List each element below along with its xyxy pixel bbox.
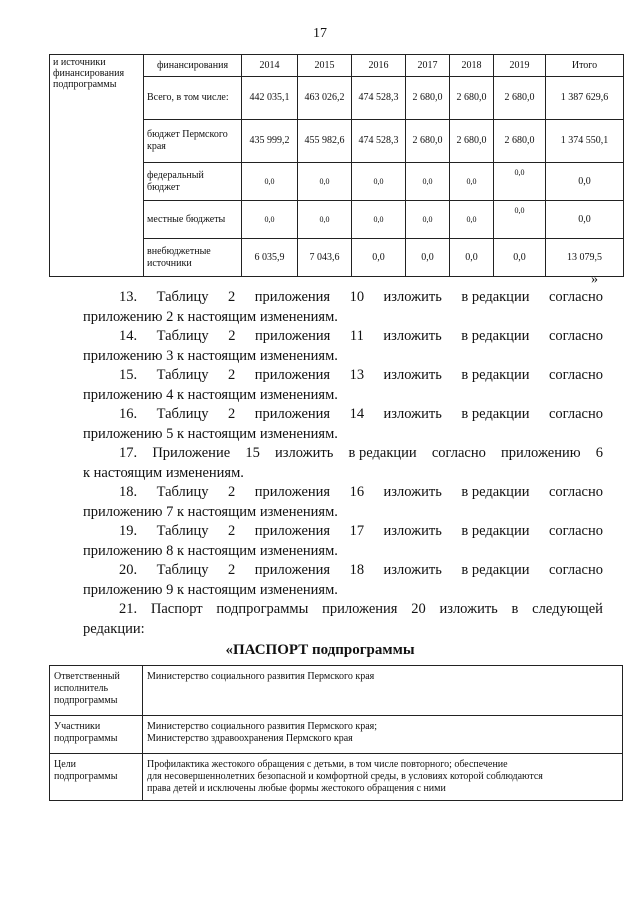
word: изложить (383, 289, 442, 305)
word: изложить (439, 601, 498, 617)
item-second-line: приложению 7 к настоящим изменениям. (83, 503, 338, 520)
row-value-cell: 455 982,6 (298, 120, 352, 163)
row-value-cell: 0,0 (450, 201, 494, 239)
page-number: 17 (313, 26, 327, 41)
word: в редакции (461, 289, 530, 305)
passport-value-line: для несовершеннолетних безопасной и комфортной среды, в условиях которой соблюдаются (147, 771, 543, 782)
word: 2 (228, 562, 236, 578)
word: согласно (431, 445, 486, 461)
passport-key-cell: Ответственный исполнитель подпрограммы (50, 666, 143, 716)
passport-value-line: Профилактика жестокого обращения с детьми, в том числе повторного; обеспечение (147, 759, 508, 770)
header-label-cell: финансирования (144, 55, 242, 77)
word: приложения (254, 289, 331, 305)
word: 18. (119, 484, 138, 500)
amendment-items (83, 288, 603, 639)
item-first-line (83, 366, 603, 386)
word: 13. (119, 289, 138, 305)
row-value-cell: 0,0 (406, 201, 450, 239)
word: в редакции (461, 523, 530, 539)
item-first-line (83, 561, 603, 581)
header-year-cell: 2014 (242, 55, 298, 77)
passport-key-cell: Цели подпрограммы (50, 754, 143, 801)
word: 13 (349, 367, 365, 383)
passport-value-line: Министерство социального развития Пермского края; (147, 721, 378, 732)
word: Таблицу (156, 328, 209, 344)
row-value-cell: 0,0 (406, 163, 450, 201)
word: Паспорт (150, 601, 203, 617)
word: изложить (383, 562, 442, 578)
passport-title: «ПАСПОРТ подпрограммы (225, 642, 415, 658)
row-value-cell: 2 680,0 (450, 120, 494, 163)
row-value-cell: 474 528,3 (352, 120, 406, 163)
word: в редакции (461, 484, 530, 500)
row-value-cell: 0,0 (352, 201, 406, 239)
word: 20. (119, 562, 138, 578)
row-value-cell: 6 035,9 (242, 239, 298, 277)
word: Таблицу (156, 289, 209, 305)
row-label-cell: внебюджетные источники (144, 239, 242, 277)
row-value-cell: 0,0 (450, 239, 494, 277)
word: 2 (228, 406, 236, 422)
item-first-line (83, 600, 603, 620)
row-value-cell: 0,0 (242, 163, 298, 201)
word: 20 (411, 601, 426, 617)
row-value-cell: 435 999,2 (242, 120, 298, 163)
word: 15. (119, 367, 138, 383)
word: изложить (383, 523, 442, 539)
word: 2 (228, 367, 236, 383)
header-year-cell: 2019 (494, 55, 546, 77)
row-value-cell: 0,0 (494, 201, 546, 239)
word: 2 (228, 289, 236, 305)
word: согласно (548, 367, 603, 383)
passport-key-cell: Участники подпрограммы (50, 716, 143, 754)
word: 2 (228, 484, 236, 500)
word: 10 (349, 289, 365, 305)
passport-value-line: Министерство социального развития Пермского края (147, 671, 375, 682)
passport-table (49, 665, 623, 801)
word: приложению (501, 445, 581, 461)
financing-table (49, 54, 624, 277)
word: согласно (548, 328, 603, 344)
item-second-line: к настоящим изменениям. (83, 464, 244, 481)
fin-header-row (50, 55, 624, 77)
row-value-cell: 7 043,6 (298, 239, 352, 277)
word: 17 (349, 523, 365, 539)
row-label-cell: бюджет Пермского края (144, 120, 242, 163)
word: следующей (532, 601, 603, 617)
row-total-cell: 1 387 629,6 (546, 77, 624, 120)
passport-row (50, 666, 623, 716)
word: в (511, 601, 519, 617)
word: приложения (254, 406, 331, 422)
item-second-line: приложению 9 к настоящим изменениям. (83, 581, 338, 598)
word: 11 (349, 328, 364, 344)
word: изложить (383, 484, 442, 500)
row-value-cell: 0,0 (352, 239, 406, 277)
passport-value-cell (143, 716, 623, 754)
row-value-cell: 474 528,3 (352, 77, 406, 120)
row-total-cell: 1 374 550,1 (546, 120, 624, 163)
word: в редакции (461, 367, 530, 383)
word: Таблицу (156, 523, 209, 539)
row-total-cell: 13 079,5 (546, 239, 624, 277)
closing-quote: » (591, 272, 598, 287)
word: согласно (548, 406, 603, 422)
word: 14 (349, 406, 365, 422)
word: в редакции (461, 328, 530, 344)
passport-value-line: Министерство здравоохранения Пермского края (147, 733, 353, 744)
word: изложить (383, 406, 442, 422)
word: Таблицу (156, 367, 209, 383)
item-second-line: приложению 5 к настоящим изменениям. (83, 425, 338, 442)
item-second-line: редакции: (83, 620, 145, 637)
word: приложения (254, 523, 331, 539)
passport-value-cell (143, 754, 623, 801)
row-value-cell: 0,0 (298, 163, 352, 201)
row-label-cell: местные бюджеты (144, 201, 242, 239)
word: изложить (275, 445, 334, 461)
source-label-cell: и источники финансирования подпрограммы (50, 55, 144, 277)
row-value-cell: 2 680,0 (494, 77, 546, 120)
word: Таблицу (156, 562, 209, 578)
item-first-line (83, 288, 603, 308)
header-year-cell: 2015 (298, 55, 352, 77)
header-total-cell: Итого (546, 55, 624, 77)
word: изложить (383, 328, 442, 344)
word: 16. (119, 406, 138, 422)
row-value-cell: 463 026,2 (298, 77, 352, 120)
row-value-cell: 2 680,0 (494, 120, 546, 163)
word: 21. (119, 601, 138, 617)
row-value-cell: 0,0 (298, 201, 352, 239)
word: приложения (254, 562, 331, 578)
item-first-line (83, 327, 603, 347)
item-first-line (83, 405, 603, 425)
word: приложения (254, 328, 331, 344)
row-label-cell: федеральный бюджет (144, 163, 242, 201)
row-value-cell: 0,0 (450, 163, 494, 201)
word: согласно (548, 484, 603, 500)
row-value-cell: 0,0 (242, 201, 298, 239)
item-second-line: приложению 4 к настоящим изменениям. (83, 386, 338, 403)
header-year-cell: 2016 (352, 55, 406, 77)
word: приложения (322, 601, 398, 617)
row-label-cell: Всего, в том числе: (144, 77, 242, 120)
item-first-line (83, 522, 603, 542)
word: Таблицу (156, 484, 209, 500)
word: 16 (349, 484, 365, 500)
row-value-cell: 2 680,0 (406, 77, 450, 120)
header-year-cell: 2018 (450, 55, 494, 77)
passport-value-cell (143, 666, 623, 716)
item-second-line: приложению 2 к настоящим изменениям. (83, 308, 338, 325)
word: приложения (254, 484, 331, 500)
row-value-cell: 0,0 (494, 163, 546, 201)
row-value-cell: 2 680,0 (450, 77, 494, 120)
word: 2 (228, 328, 236, 344)
row-value-cell: 2 680,0 (406, 120, 450, 163)
item-first-line (83, 483, 603, 503)
row-total-cell: 0,0 (546, 163, 624, 201)
word: в редакции (348, 445, 417, 461)
word: 14. (119, 328, 138, 344)
word: подпрограммы (216, 601, 309, 617)
word: в редакции (461, 406, 530, 422)
row-value-cell: 0,0 (494, 239, 546, 277)
word: приложения (254, 367, 331, 383)
word: 15 (245, 445, 260, 461)
header-year-cell: 2017 (406, 55, 450, 77)
row-total-cell: 0,0 (546, 201, 624, 239)
row-value-cell: 0,0 (406, 239, 450, 277)
word: в редакции (461, 562, 530, 578)
word: 19. (119, 523, 138, 539)
word: 17. (119, 445, 138, 461)
word: изложить (383, 367, 442, 383)
word: Приложение (152, 445, 231, 461)
word: согласно (548, 562, 603, 578)
item-second-line: приложению 3 к настоящим изменениям. (83, 347, 338, 364)
word: 2 (228, 523, 236, 539)
word: 18 (349, 562, 365, 578)
passport-row (50, 754, 623, 801)
item-first-line (83, 444, 603, 464)
passport-value-line: права детей и исключены любые формы жестокого обращения с ними (147, 783, 446, 794)
word: Таблицу (156, 406, 209, 422)
row-value-cell: 0,0 (352, 163, 406, 201)
passport-row (50, 716, 623, 754)
item-second-line: приложению 8 к настоящим изменениям. (83, 542, 338, 559)
word: согласно (548, 289, 603, 305)
word: согласно (548, 523, 603, 539)
row-value-cell: 442 035,1 (242, 77, 298, 120)
word: 6 (595, 445, 603, 461)
